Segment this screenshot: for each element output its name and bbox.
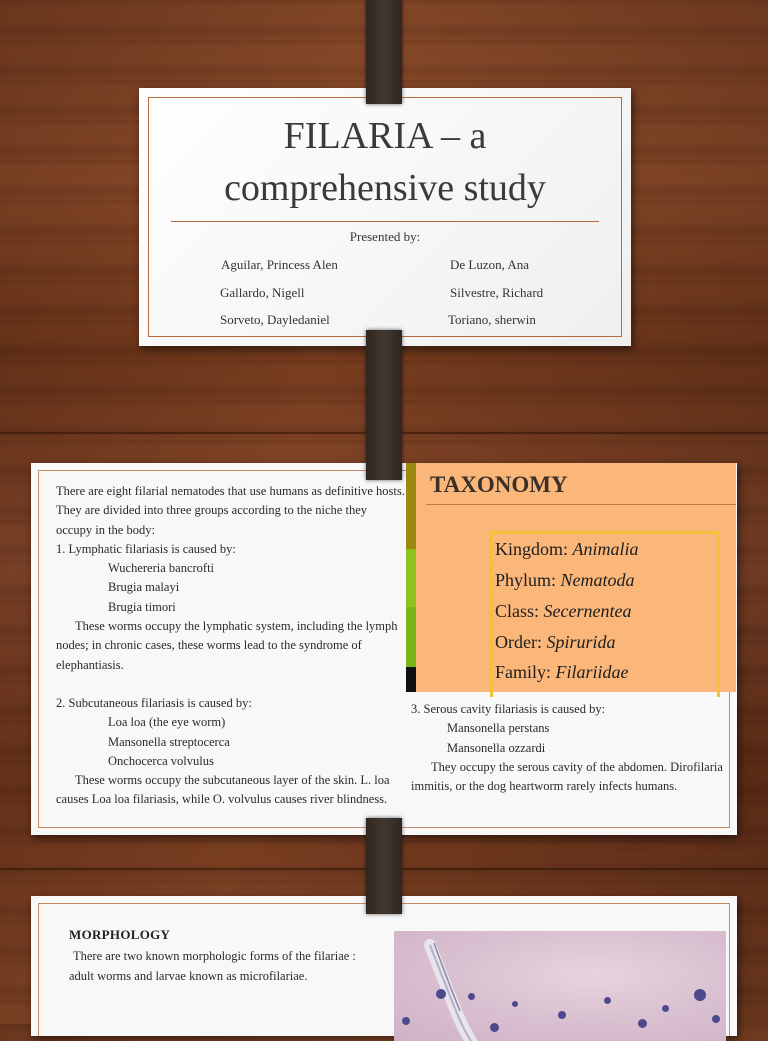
species-item: Loa loa (the eye worm) — [108, 715, 226, 730]
lymphatic-note: These worms occupy the lymphatic system, including the lymph nodes; in chronic cases, these worms lead to the syndrome of elephantiasis. — [56, 619, 398, 672]
slide-title — [139, 110, 631, 214]
morphology-heading: MORPHOLOGY — [69, 927, 171, 942]
author-name: Silvestre, Richard — [450, 285, 544, 300]
taxonomy-row: Class: Secernentea — [495, 601, 632, 621]
species-item: Brugia timori — [108, 599, 176, 614]
morphology-text: There are two known morphologic forms of the filariae : adult worms and larvae known as microfilariae. — [69, 949, 356, 983]
title-slide[interactable] — [139, 88, 631, 346]
taxonomy-row: Phylum: Nematoda — [495, 570, 635, 590]
hanging-strap — [366, 330, 402, 480]
author-name: Aguilar, Princess Alen — [221, 257, 338, 272]
microfilaria-micrograph — [394, 931, 726, 1041]
accent-bar — [406, 667, 416, 692]
species-item: Mansonella perstans — [447, 721, 550, 736]
title-line-1: FILARIA – a — [283, 115, 487, 157]
taxonomy-row: Order: Spirurida — [495, 632, 616, 652]
species-item: Mansonella streptocerca — [108, 734, 230, 749]
species-item: Brugia malayi — [108, 580, 180, 595]
taxonomy-title: TAXONOMY — [430, 472, 568, 497]
taxonomy-panel — [406, 463, 736, 692]
accent-bar — [406, 607, 416, 667]
taxonomy-row: Family: Filariidae — [495, 662, 629, 682]
author-name: Gallardo, Nigell — [220, 285, 305, 300]
hanging-strap — [366, 0, 402, 104]
taxonomy-divider — [426, 504, 736, 505]
lymphatic-heading: 1. Lymphatic filariasis is caused by: — [56, 541, 236, 556]
morphology-slide[interactable] — [31, 896, 737, 1036]
presented-by-label: Presented by: — [349, 229, 421, 244]
filarial-groups-slide[interactable] — [31, 463, 737, 835]
species-item: Onchocerca volvulus — [108, 753, 214, 768]
groups-text — [56, 482, 406, 810]
author-name: De Luzon, Ana — [450, 257, 530, 272]
subcutaneous-heading: 2. Subcutaneous filariasis is caused by: — [56, 695, 252, 710]
intro-paragraph: There are eight filarial nematodes that use humans as definitive hosts. They are divided into three groups according to the niche they occupy in the body: — [56, 484, 405, 537]
accent-bar — [406, 549, 416, 607]
title-line-2: comprehensive study — [224, 167, 546, 209]
serous-note: They occupy the serous cavity of the abdomen. Dirofilaria immitis, or the dog heartworm rarely infects humans. — [411, 759, 723, 794]
author-name: Toriano, sherwin — [448, 312, 536, 327]
serous-text — [411, 700, 733, 796]
microfilaria-image — [394, 931, 726, 1041]
subcutaneous-note: These worms occupy the subcutaneous layer of the skin. L. loa causes Loa loa filariasis, while O. volvulus causes river blindness. — [56, 773, 390, 807]
author-name: Sorveto, Dayledaniel — [220, 312, 330, 327]
serous-heading: 3. Serous cavity filariasis is caused by: — [411, 702, 606, 716]
taxonomy-row: Kingdom: Animalia — [495, 539, 639, 559]
hanging-strap — [366, 818, 402, 914]
species-item: Wuchereria bancrofti — [108, 561, 215, 576]
species-item: Mansonella ozzardi — [447, 740, 546, 755]
title-divider — [171, 221, 599, 222]
accent-bar — [406, 463, 416, 549]
